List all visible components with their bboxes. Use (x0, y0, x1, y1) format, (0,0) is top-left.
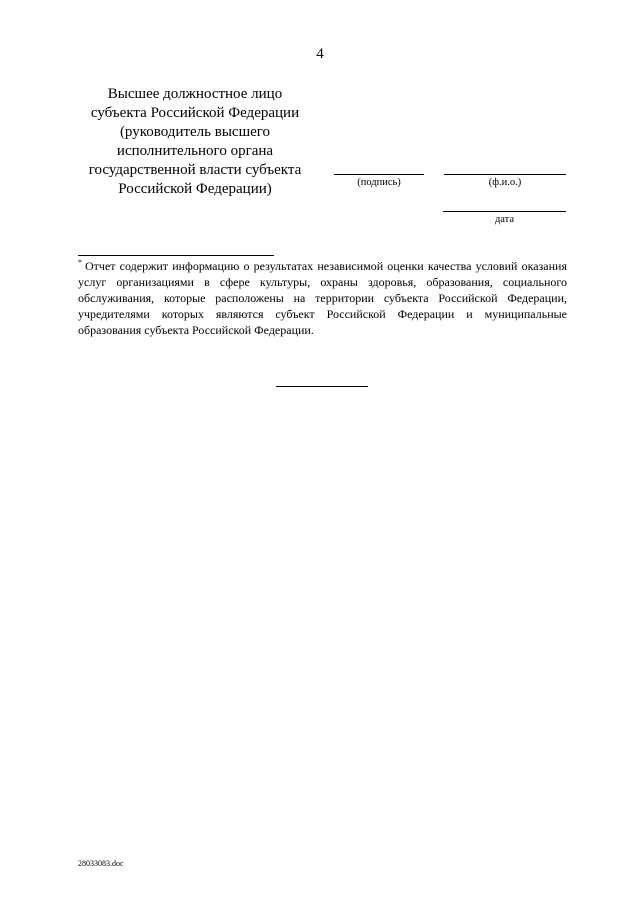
footnote-mark: * (78, 258, 82, 267)
page-number: 4 (316, 46, 324, 62)
footnote-text: Отчет содержит информацию о результатах независимой оценки качества условий оказания услуг организациями в сфере культуры, охраны здоровья, образования, социального обслуживания, которые расположены на территории субъекта Российской Федерации, учредителями которых являются субъект Российской Федерации и муниципальные образования субъекта Российской Федерации. (78, 259, 567, 337)
document-code: 28033083.doc (78, 859, 124, 868)
signature-caption: (подпись) (357, 177, 401, 188)
date-caption: дата (494, 214, 515, 225)
name-caption: (ф.и.о.) (488, 177, 522, 188)
date-line (443, 211, 566, 212)
official-title: Высшее должностное лицо субъекта Российской Федерации (руководитель высшего исполнительного органа государственной власти субъекта Российской Федерации) (88, 86, 302, 197)
signature-line (334, 174, 424, 175)
footnote-separator (78, 255, 274, 256)
name-line (444, 174, 566, 175)
footnote (78, 258, 567, 338)
end-of-document-rule (276, 386, 368, 387)
